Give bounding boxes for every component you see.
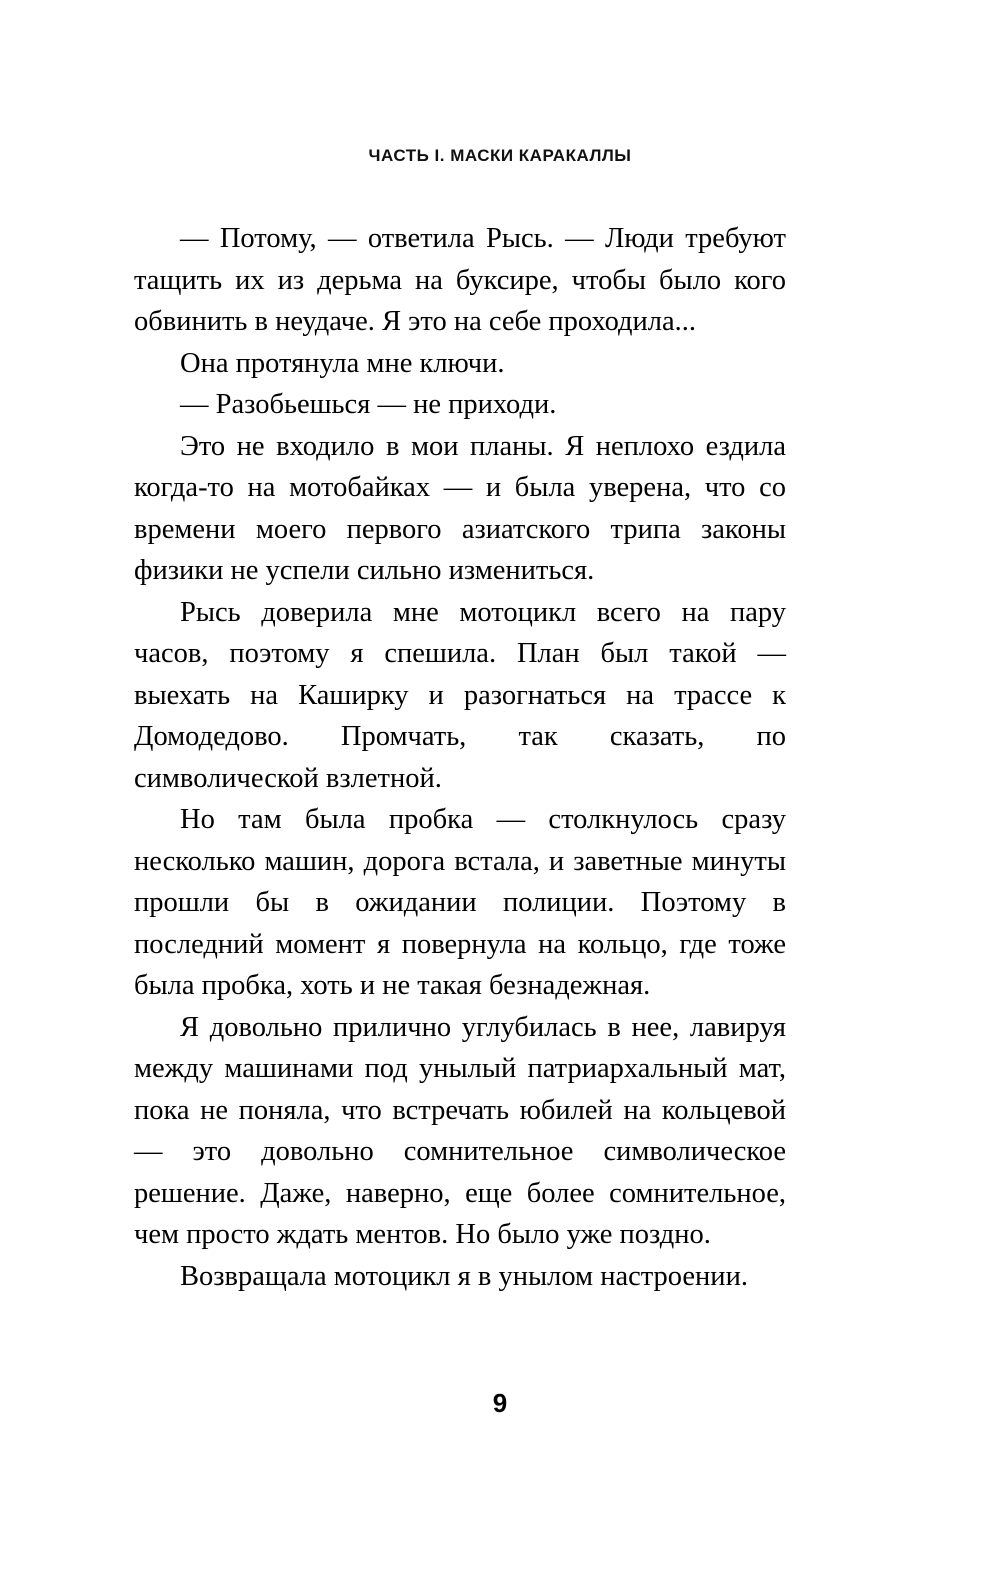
running-head: ЧАСТЬ I. МАСКИ КАРАКАЛЛЫ xyxy=(368,146,632,165)
paragraph: Но там была пробка — столкнулось сразу несколько машин, дорога встала, и заветные минуты прошли бы в ожидании полиции. Поэтому в последний момент я повернула на кольцо, где тоже была пробка, хоть и не такая безнадежная. xyxy=(134,804,786,1001)
paragraph: Рысь доверила мне мотоцикл всего на пару часов, поэтому я спешила. План был такой — выехать на Каширку и разогнаться на трассе к Домодедово. Промчать, так сказать, по символической взлетной. xyxy=(134,596,786,794)
body-text xyxy=(134,218,786,1297)
paragraph: — Разобьешься — не приходи. xyxy=(180,389,557,420)
paragraph: Возвращала мотоцикл я в унылом настроении. xyxy=(180,1260,748,1292)
page-number: 9 xyxy=(492,1388,508,1418)
paragraph: Я довольно прилично углубилась в нее, лавируя между машинами под унылый патриархальный мат, пока не поняла, что встречать юбилей на кольцевой — это довольно сомнительное символическое решение. Даже, наверно, еще более сомнительное, чем просто ждать ментов. Но было уже поздно. xyxy=(134,1011,786,1250)
paragraph: Это не входило в мои планы. Я неплохо ездила когда-то на мотобайках — и была уверена, что со времени моего первого азиатского трипа законы физики не успели сильно измениться. xyxy=(134,430,786,586)
paragraph: — Потому, — ответила Рысь. — Люди требуют тащить их из дерьма на буксире, чтобы было кого обвинить в неудаче. Я это на себе проходила... xyxy=(134,223,786,337)
paragraph: Она протянула мне ключи. xyxy=(180,347,505,379)
